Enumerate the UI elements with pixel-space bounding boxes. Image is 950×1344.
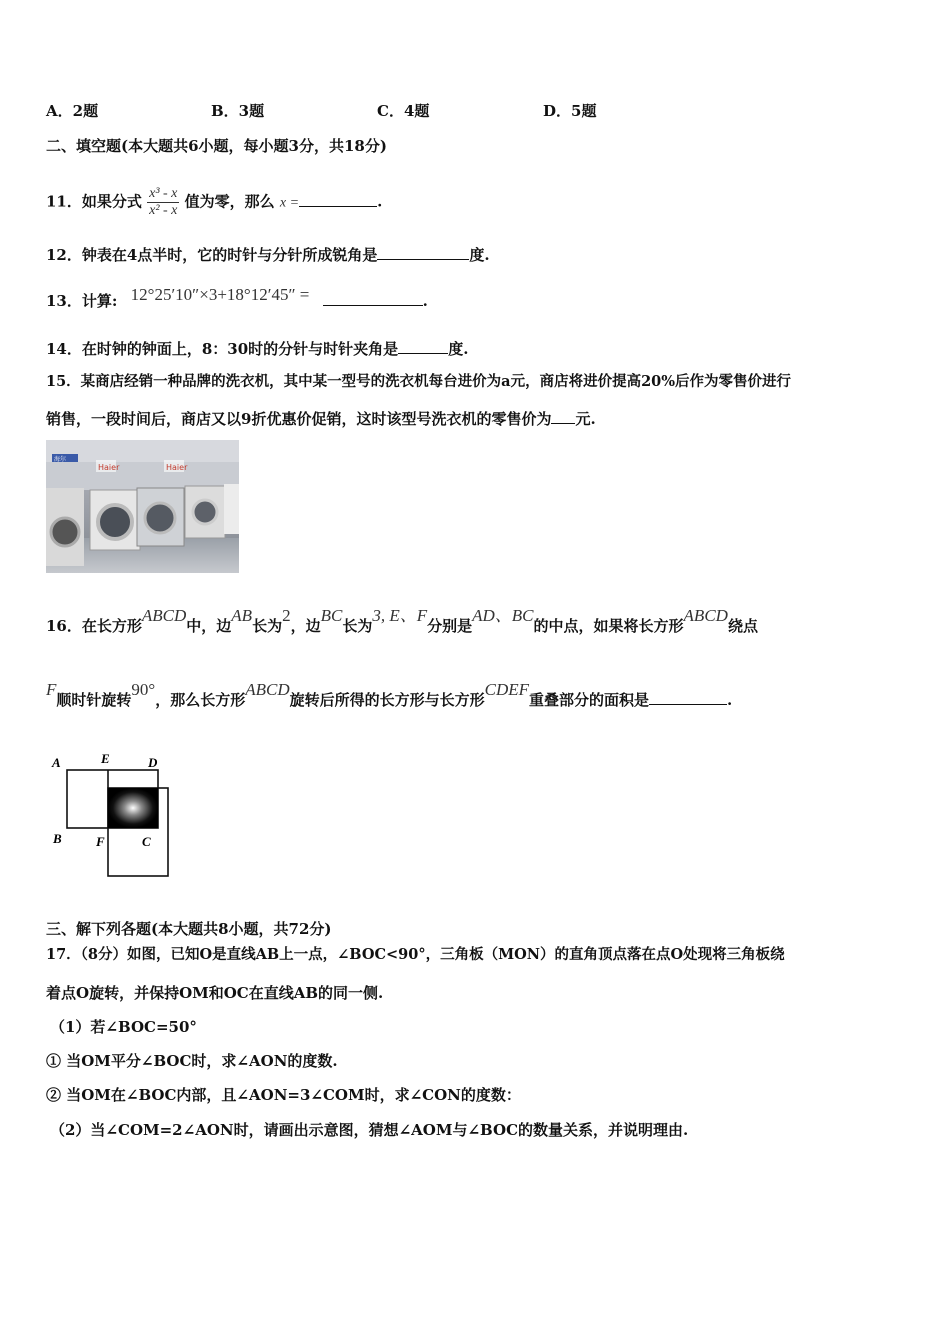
question-17-sub-2: ② 当OM在∠BOC内部，且∠AON=3∠COM时，求∠CON的度数： — [46, 1086, 521, 1104]
q13-prefix: 13．计算: — [46, 292, 118, 310]
question-15-line-2 — [46, 409, 596, 429]
q16-text-2: 中，边 — [186, 617, 232, 635]
q16-text-11: 旋转后所得的长方形与长方形 — [289, 691, 485, 709]
q11-variable: x = — [279, 195, 300, 211]
label-c: C — [142, 834, 151, 849]
q16-math-bc: BC — [320, 606, 343, 625]
q13-end: . — [422, 292, 428, 310]
q14-text: 14．在时钟的钟面上，8：30时的分针与时针夹角是 — [46, 340, 399, 358]
question-17-line-2: 着点O旋转，并保持OM和OC在直线AB的同一侧. — [46, 984, 384, 1002]
q11-mid: 值为零，那么 — [184, 192, 275, 211]
label-e: E — [101, 751, 110, 766]
q16-math-ad-bc: AD、BC — [472, 606, 534, 625]
label-f: F — [96, 834, 105, 849]
q16-answer-blank[interactable] — [649, 690, 727, 705]
q16-text-10: ，那么长方形 — [155, 691, 246, 709]
q12-end: 度. — [469, 246, 490, 264]
q16-math-90: 90° — [131, 680, 156, 699]
question-16-line-2 — [46, 680, 733, 710]
q13-expression: 12°25′10″×3+18°12′45″ = — [130, 285, 310, 304]
label-b: B — [53, 831, 62, 846]
question-11 — [46, 186, 382, 219]
option-b[interactable]: B．3题 — [211, 102, 265, 120]
question-17-sub-1: ① 当OM平分∠BOC时，求∠AON的度数. — [46, 1052, 338, 1070]
q16-text-9: 顺时针旋转 — [56, 691, 132, 709]
q16-math-2: 2 — [282, 606, 291, 625]
q16-math-cdef: CDEF — [484, 680, 530, 699]
q11-fraction — [147, 186, 179, 219]
q16-math-abcd-3: ABCD — [245, 680, 290, 699]
question-15-line-1: 15．某商店经销一种品牌的洗衣机，其中某一型号的洗衣机每台进价为a元，商店将进价提高20%后作为零售价进行 — [46, 373, 792, 390]
option-d[interactable]: D．5题 — [543, 102, 597, 120]
q14-answer-blank[interactable] — [398, 339, 448, 354]
q11-numerator: x³ - x — [149, 186, 178, 201]
question-16-line-1 — [46, 606, 758, 636]
q16-math-f: F — [46, 680, 57, 699]
question-17-line-1: 17．（8分）如图，已知O是直线AB上一点，∠BOC<90°，三角板（MON）的直角顶点落在点O处现将三角板绕 — [46, 946, 785, 963]
q11-end: . — [377, 192, 383, 211]
section-3-heading: 三、解下列各题(本大题共8小题，共72分) — [46, 920, 332, 938]
photo-brand-2: Haier — [98, 463, 120, 472]
q13-answer-blank[interactable] — [323, 291, 423, 306]
q16-text-1: 16．在长方形 — [46, 617, 142, 635]
option-a[interactable]: A．2题 — [46, 102, 99, 120]
q16-text-12: 重叠部分的面积是 — [529, 691, 650, 709]
rectangle-figure — [46, 748, 186, 883]
q12-text: 12．钟表在4点半时，它的时针与分针所成锐角是 — [46, 246, 378, 264]
label-d: D — [148, 755, 158, 770]
q16-text-8: 绕点 — [727, 617, 758, 635]
q15-text: 销售，一段时间后，商店又以9折优惠价促销，这时该型号洗衣机的零售价为 — [46, 410, 552, 428]
q16-text-3: 长为 — [252, 617, 283, 635]
q16-math-3ef: 3, E、F — [372, 606, 428, 625]
question-12 — [46, 245, 490, 265]
question-17-part-1: （1）若∠BOC=50° — [50, 1018, 197, 1036]
photo-brand-3: Haier — [166, 463, 188, 472]
q16-text-7: 的中点，如果将长方形 — [533, 617, 684, 635]
q16-math-ab: AB — [231, 606, 253, 625]
q11-answer-blank[interactable] — [299, 192, 377, 207]
q12-answer-blank[interactable] — [377, 245, 469, 260]
photo-brand-1: 海尔 — [54, 456, 67, 463]
section-2-heading: 二、填空题(本大题共6小题，每小题3分，共18分) — [46, 137, 387, 155]
q14-end: 度. — [448, 340, 469, 358]
washing-machine-photo — [46, 440, 239, 573]
q16-math-abcd: ABCD — [141, 606, 187, 625]
q11-denominator: x² - x — [149, 203, 178, 218]
q16-text-4: ，边 — [290, 617, 321, 635]
q16-text-5: 长为 — [342, 617, 373, 635]
q16-end: . — [727, 691, 733, 709]
label-a: A — [52, 755, 61, 770]
question-17-part-2: （2）当∠COM=2∠AON时，请画出示意图，猜想∠AOM与∠BOC的数量关系，并说明理由. — [50, 1121, 689, 1139]
q16-text-6: 分别是 — [427, 617, 473, 635]
question-14 — [46, 339, 468, 359]
question-13 — [46, 285, 428, 311]
q15-answer-blank[interactable] — [551, 409, 575, 424]
option-c[interactable]: C．4题 — [377, 102, 430, 120]
q16-math-abcd-2: ABCD — [683, 606, 728, 625]
q15-end: 元. — [575, 410, 596, 428]
q11-prefix: 11．如果分式 — [46, 192, 142, 211]
